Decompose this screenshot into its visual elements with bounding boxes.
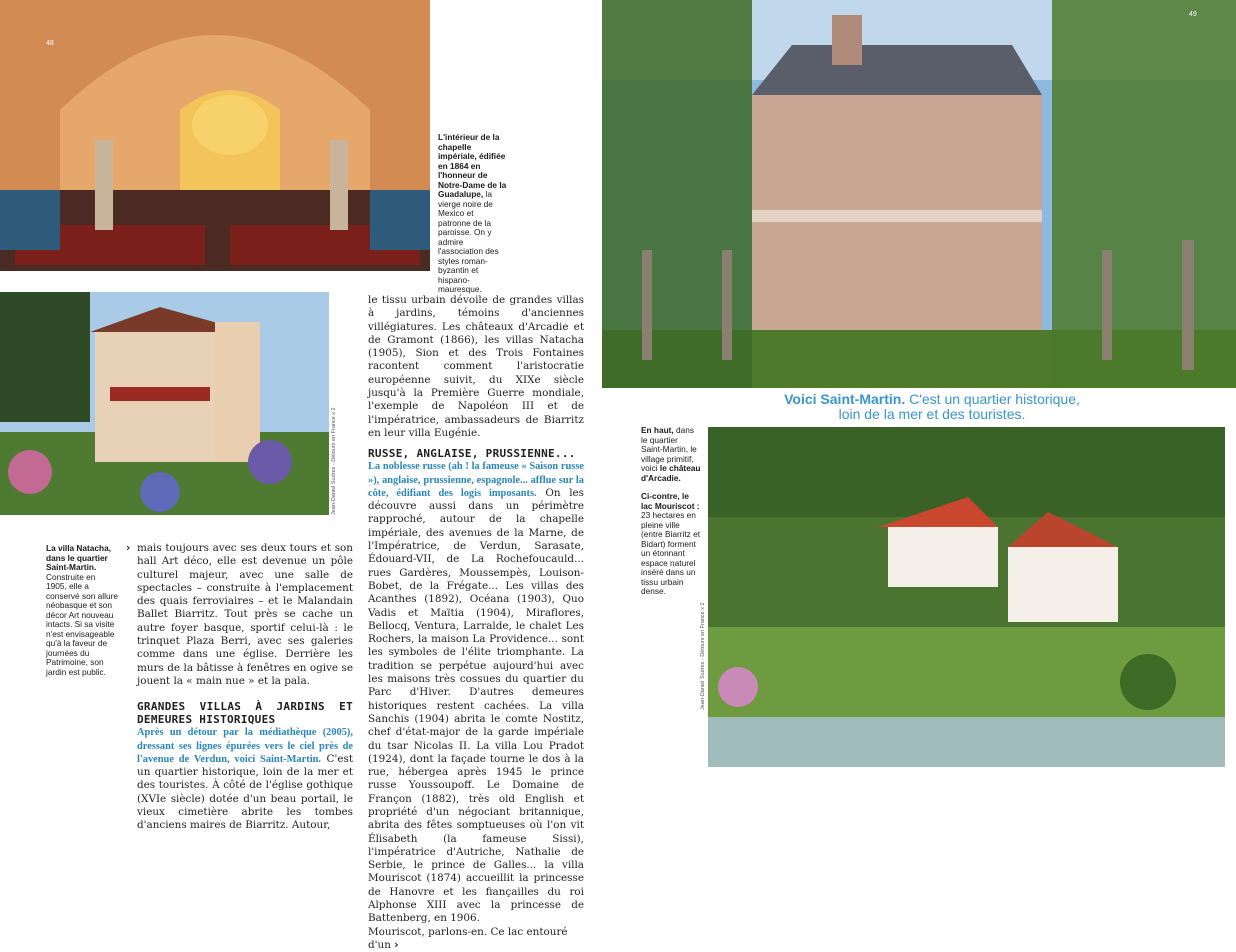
- villa-illustration: [0, 292, 329, 515]
- lake-caption: Ci-contre, le lac Mouriscot : 23 hectares en pleine ville (entre Biarritz et Bidart) forment un étonnant espace naturel inséré dans un tissu urbain dense.: [641, 491, 701, 596]
- chapel-illustration: [0, 0, 430, 271]
- natacha-caption: La villa Natacha, dans le quartier Saint-Martin. Construite en 1905, elle a conservé son allure néobasque et son décor Art nouveau intacts. Si sa visite n'est envisageable qu'à la faveur de journées du Patrimoine, son jardin est public.: [46, 543, 118, 677]
- continue-arrow-icon: ›: [394, 938, 399, 951]
- page-number-right: 49: [1189, 11, 1197, 18]
- lake-illustration: [708, 427, 1225, 767]
- column-two-lead-paragraph: La noblesse russe (ah ! la fameuse « Saison russe »), anglaise, prussienne, espagnole... afflue sur la côte, édifiant des logis imposants. On les découvre aussi dans un périmètre rapproché, autour de la chapelle impériale, des avenues de la Marne, de l'Impératrice, de Verdun, Sarasate, Édouard-VII, de La Rochefoucauld... rues Gardères, Moussempès, Louison-Bobet, de la Frégate... Les villas des Acanthes (1892), Océana (1903), Quo Vadis et Maïtia (1904), Miraflores, Bellocq, Ventura, Larralde, le chalet Les Rochers, la maison La Providence... sont les symboles de l'élite triomphante. La tradition se perpétue aujourd'hui avec les maisons très cossues du quartier du Parc d'Hiver. D'autres demeures historiques restent cachées. La villa Sanchis (1904) abrita le comte Nostitz, chef d'état-major de la garde impériale du tsar Nicolas II. La villa Lou Pradot (1924), dont la façade tourne le dos à la rue, hébergea après 1945 le prince russe Youssoupoff. Le Domaine de Françon (1882), très old English et propriété d'un négociant britannique, abrita des fêtes somptueuses où l'on vit Élisabeth (la fameuse Sissi), l'impératrice d'Autriche, Nathalie de Serbie, le prince de Galles... la villa Mouriscot (1874) accueillit la princesse de Hanovre et les fiançailles du roi Alphonse XIII avec la princesse de Battenberg, en 1906.: [368, 461, 584, 925]
- column-one-lead-paragraph: Après un détour par la médiathèque (2005), dressant ses lignes épurées vers le ciel près de l'avenue de Verdun, voici Saint-Martin. C'est un quartier historique, loin de la mer et des touristes. À côté de l'église gothique (XVIe siècle) dotée d'un beau portail, le vieux cimetière abrite les tombes d'anciens maires de Biarritz. Autour,: [137, 727, 353, 832]
- chateau-illustration: [602, 0, 1236, 388]
- chateau-caption: En haut, dans le quartier Saint-Martin, le village primitif, voici le château d'Arcadie.: [641, 425, 701, 483]
- column-two-paragraph: le tissu urbain dévoile de grandes villas à jardins, témoins d'anciennes villégiatures. Les châteaux d'Arcadie et de Gramont (1866), les villas Natacha (1905), Sion et des Trois Fontaines racontent comment l'aristocratie européenne suivit, du XIXe siècle jusqu'à la Première Guerre mondiale, l'exemple de Napoléon III et de l'impératrice, ambassadeurs de Biarritz en leur villa Eugénie.: [368, 294, 584, 439]
- column-one-paragraph: › mais toujours avec ses deux tours et son hall Art déco, elle est devenue un pôle culturel majeur, avec une salle de spectacles – construite à l'emplacement des quais ferroviaires – et le Malandain Ballet Biarritz. Tout près se cache un autre foyer basque, sportif celui-là : le trinquet Plaza Berri, avec ses galeries comme dans une église. Derrière les murs de la bâtisse à fenêtres en ogive se jouent la « main nue » et la pala.: [126, 542, 353, 687]
- section-heading-russe: RUSSE, ANGLAISE, PRUSSIENNE...: [368, 447, 576, 461]
- column-one: [126, 542, 353, 833]
- continue-arrow-icon: ›: [126, 542, 131, 554]
- chateau-arcadie-photo: [602, 0, 1236, 388]
- chapel-caption: L'intérieur de la chapelle impériale, édifiée en 1864 en l'honneur de Notre-Dame de la Guadalupe, la vierge noire de Mexico et patronne de la paroisse. On y admire l'association des styles roman-byzantin et hispano-mauresque.: [438, 132, 507, 294]
- lake-photo-credit: Jean-Daniel Sudres - Détours en France x 2: [700, 602, 706, 710]
- pull-quote: Voici Saint-Martin. C'est un quartier historique, loin de la mer et des touristes.: [784, 391, 1080, 422]
- section-heading-villas: GRANDES VILLAS À JARDINS ET DEMEURES HISTORIQUES: [137, 700, 353, 727]
- page-number-left: 48: [46, 40, 54, 47]
- natacha-photo-credit: Jean-Daniel Sudres - Détours en France x 2: [331, 407, 337, 515]
- lac-mouriscot-photo: [708, 427, 1225, 767]
- chapel-interior-photo: [0, 0, 430, 271]
- villa-natacha-photo: [0, 292, 329, 515]
- column-two-final-line: Mouriscot, parlons-en. Ce lac entouré d'un ›: [368, 925, 568, 951]
- column-two: [368, 294, 584, 952]
